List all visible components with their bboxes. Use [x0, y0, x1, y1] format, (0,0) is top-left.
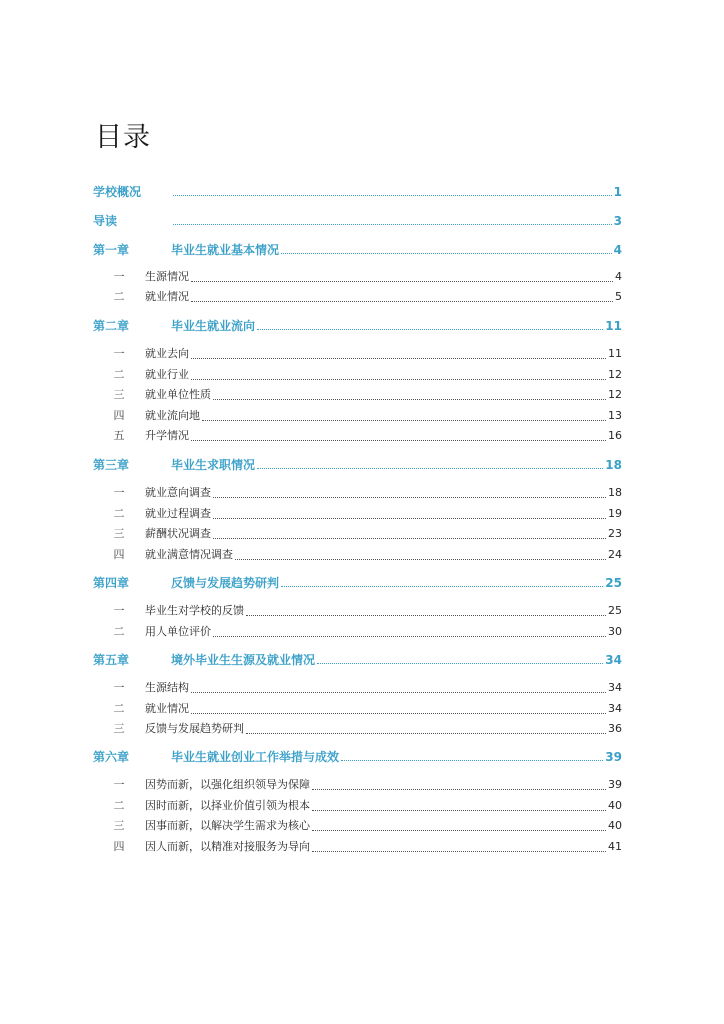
toc-entry-title: 因事而新，以解决学生需求为核心 [145, 819, 310, 832]
toc-entry-number: 二 [113, 290, 125, 303]
toc-entry-title: 反馈与发展趋势研判 [145, 722, 244, 735]
dot-leader [312, 851, 606, 852]
dot-leader [202, 420, 606, 421]
toc-entry-number: 一 [113, 486, 125, 499]
toc-entry-number: 一 [113, 681, 125, 694]
page-title: 目录 [95, 122, 151, 153]
toc-entry-title: 就业满意情况调查 [145, 548, 233, 561]
toc-entry-page-number: 30 [608, 625, 622, 638]
dot-leader [191, 358, 606, 359]
toc-entry-page-number: 39 [608, 778, 622, 791]
toc-entry-page-number: 16 [608, 429, 622, 442]
toc-section-entry[interactable] [93, 720, 622, 738]
toc-entry-page-number: 40 [608, 819, 622, 832]
toc-entry-title: 毕业生就业流向 [171, 319, 256, 333]
toc-entry-page-number: 40 [608, 799, 622, 812]
dot-leader [213, 636, 606, 637]
toc-entry-title: 就业行业 [145, 368, 189, 381]
toc-entry-number: 一 [113, 347, 125, 360]
toc-chapter-entry[interactable] [93, 183, 622, 201]
toc-entry-title: 境外毕业生生源及就业情况 [171, 653, 316, 667]
toc-section-entry[interactable] [93, 679, 622, 697]
dot-leader [281, 586, 603, 587]
toc-entry-title: 就业意向调查 [145, 486, 211, 499]
dot-leader [173, 224, 612, 225]
toc-chapter-entry[interactable] [93, 212, 622, 230]
toc-entry-page-number: 23 [608, 527, 622, 540]
dot-leader [191, 713, 606, 714]
toc-entry-number: 一 [113, 604, 125, 617]
toc-entry-number: 四 [113, 840, 125, 853]
toc-entry-page-number: 3 [613, 214, 622, 228]
dot-leader [213, 497, 606, 498]
toc-chapter-entry[interactable] [93, 574, 622, 592]
dot-leader [312, 789, 606, 790]
toc-chapter-entry[interactable] [93, 241, 622, 259]
toc-section-entry[interactable] [93, 268, 622, 286]
toc-entry-page-number: 11 [608, 347, 622, 360]
toc-entry-title: 就业流向地 [145, 409, 200, 422]
toc-section-entry[interactable] [93, 623, 622, 641]
toc-chapter-entry[interactable] [93, 456, 622, 474]
toc-entry-title: 反馈与发展趋势研判 [171, 576, 280, 590]
toc-entry-title: 因人而新，以精准对接服务为导向 [145, 840, 310, 853]
toc-chapter-entry[interactable] [93, 748, 622, 766]
toc-entry-number: 五 [113, 429, 125, 442]
dot-leader [341, 760, 603, 761]
toc-section-entry[interactable] [93, 288, 622, 306]
dot-leader [317, 663, 603, 664]
toc-entry-page-number: 24 [608, 548, 622, 561]
toc-entry-page-number: 41 [608, 840, 622, 853]
toc-entry-number: 一 [113, 778, 125, 791]
toc-section-entry[interactable] [93, 838, 622, 856]
toc-entry-page-number: 11 [605, 319, 622, 333]
toc-entry-title: 因时而新，以择业价值引领为根本 [145, 799, 310, 812]
toc-entry-page-number: 25 [605, 576, 622, 590]
toc-entry-page-number: 5 [615, 290, 622, 303]
toc-entry-number: 三 [113, 819, 125, 832]
toc-section-entry[interactable] [93, 345, 622, 363]
toc-entry-number: 第一章 [93, 243, 130, 257]
toc-section-entry[interactable] [93, 776, 622, 794]
toc-entry-title: 生源情况 [145, 270, 189, 283]
toc-entry-page-number: 1 [613, 185, 622, 199]
toc-entry-number: 二 [113, 799, 125, 812]
dot-leader [213, 518, 606, 519]
toc-entry-title: 用人单位评价 [145, 625, 211, 638]
toc-section-entry[interactable] [93, 546, 622, 564]
toc-entry-page-number: 36 [608, 722, 622, 735]
toc-section-entry[interactable] [93, 366, 622, 384]
dot-leader [191, 692, 606, 693]
toc-entry-number: 第二章 [93, 319, 130, 333]
toc-entry-page-number: 19 [608, 507, 622, 520]
dot-leader [281, 253, 612, 254]
toc-entry-number: 二 [113, 507, 125, 520]
toc-section-entry[interactable] [93, 427, 622, 445]
dot-leader [257, 329, 603, 330]
toc-section-entry[interactable] [93, 817, 622, 835]
toc-entry-number: 第六章 [93, 750, 130, 764]
toc-entry-title: 因势而新，以强化组织领导为保障 [145, 778, 310, 791]
toc-entry-page-number: 34 [605, 653, 622, 667]
dot-leader [191, 301, 613, 302]
toc-section-entry[interactable] [93, 602, 622, 620]
toc-chapter-entry[interactable] [93, 651, 622, 669]
toc-entry-page-number: 34 [608, 702, 622, 715]
toc-entry-title: 升学情况 [145, 429, 189, 442]
toc-entry-title: 就业情况 [145, 702, 189, 715]
dot-leader [235, 559, 606, 560]
toc-entry-number: 四 [113, 409, 125, 422]
toc-entry-title: 毕业生求职情况 [171, 458, 256, 472]
toc-entry-title: 就业过程调查 [145, 507, 211, 520]
toc-entry-page-number: 4 [613, 243, 622, 257]
toc-entry-number: 二 [113, 368, 125, 381]
toc-entry-number: 学校概况 [93, 185, 142, 199]
toc-entry-page-number: 18 [608, 486, 622, 499]
toc-entry-title: 毕业生对学校的反馈 [145, 604, 244, 617]
toc-entry-number: 四 [113, 548, 125, 561]
toc-entry-title: 毕业生就业基本情况 [171, 243, 280, 257]
toc-entry-page-number: 4 [615, 270, 622, 283]
toc-entry-number: 一 [113, 270, 125, 283]
toc-entry-number: 第五章 [93, 653, 130, 667]
dot-leader [312, 830, 606, 831]
toc-section-entry[interactable] [93, 386, 622, 404]
toc-entry-number: 第四章 [93, 576, 130, 590]
dot-leader [191, 281, 613, 282]
dot-leader [246, 615, 606, 616]
toc-entry-number: 二 [113, 625, 125, 638]
toc-entry-page-number: 13 [608, 409, 622, 422]
dot-leader [213, 538, 606, 539]
dot-leader [191, 440, 606, 441]
toc-entry-number: 三 [113, 388, 125, 401]
toc-entry-title: 毕业生就业创业工作举措与成效 [171, 750, 340, 764]
toc-entry-number: 三 [113, 722, 125, 735]
dot-leader [257, 468, 603, 469]
toc-chapter-entry[interactable] [93, 317, 622, 335]
toc-section-entry[interactable] [93, 525, 622, 543]
toc-section-entry[interactable] [93, 407, 622, 425]
toc-section-entry[interactable] [93, 484, 622, 502]
toc-entry-page-number: 12 [608, 368, 622, 381]
toc-entry-page-number: 12 [608, 388, 622, 401]
toc-entry-number: 二 [113, 702, 125, 715]
toc-entry-title: 就业情况 [145, 290, 189, 303]
toc-entry-title: 薪酬状况调查 [145, 527, 211, 540]
dot-leader [173, 195, 612, 196]
toc-entry-number: 导读 [93, 214, 118, 228]
toc-entry-page-number: 25 [608, 604, 622, 617]
dot-leader [191, 379, 606, 380]
toc-section-entry[interactable] [93, 797, 622, 815]
dot-leader [213, 399, 606, 400]
toc-entry-title: 生源结构 [145, 681, 189, 694]
dot-leader [246, 733, 606, 734]
toc-entry-number: 第三章 [93, 458, 130, 472]
dot-leader [312, 810, 606, 811]
toc-entry-page-number: 39 [605, 750, 622, 764]
toc-section-entry[interactable] [93, 505, 622, 523]
toc-entry-page-number: 18 [605, 458, 622, 472]
toc-entry-number: 三 [113, 527, 125, 540]
toc-entry-page-number: 34 [608, 681, 622, 694]
toc-entry-title: 就业单位性质 [145, 388, 211, 401]
toc-entry-title: 就业去向 [145, 347, 189, 360]
toc-section-entry[interactable] [93, 700, 622, 718]
